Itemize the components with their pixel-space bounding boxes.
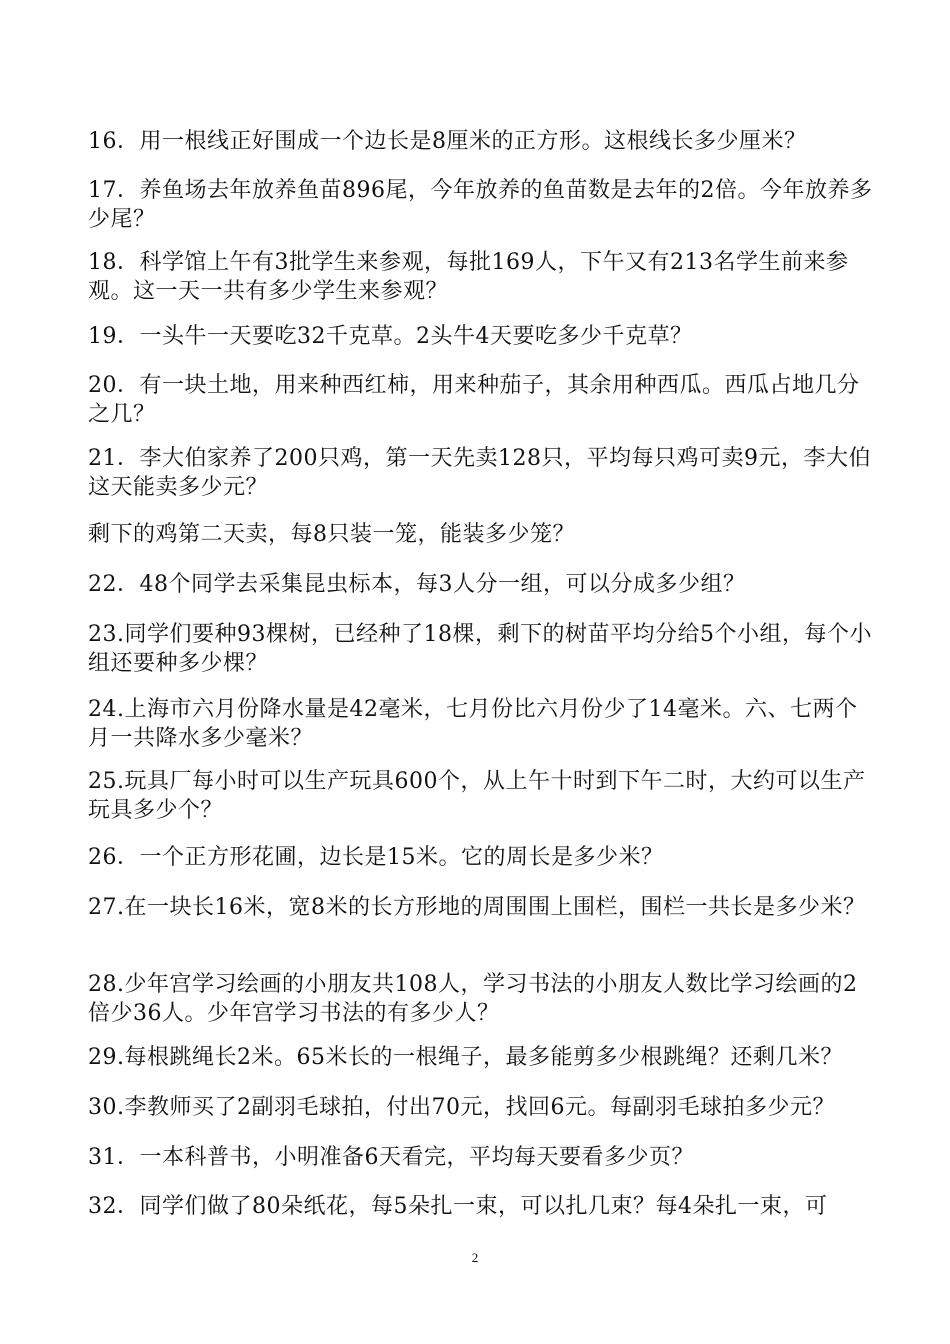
question-19: 19．一头牛一天要吃32千克草。2头牛4天要吃多少千克草？: [88, 324, 693, 349]
question-26: 26．一个正方形花圃，边长是15米。它的周长是多少米？: [88, 845, 664, 870]
question-21-continued: 剩下的鸡第二天卖，每8只装一笼，能装多少笼？: [88, 522, 575, 547]
question-28: 28.少年宫学习绘画的小朋友共108人，学习书法的小朋友人数比学习绘画的2倍少36人。少年宫学习书法的有多少人？: [88, 972, 858, 1026]
question-25: 25.玩具厂每小时可以生产玩具600个，从上午十时到下午二时，大约可以生产玩具多少个？: [88, 769, 866, 823]
question-24: 24.上海市六月份降水量是42毫米，七月份比六月份少了14毫米。六、七两个月一共降水多少毫米？: [88, 697, 858, 751]
question-32: 32．同学们做了80朵纸花，每5朵扎一束，可以扎几束？每4朵扎一束，可: [88, 1194, 828, 1219]
question-20: 20．有一块土地，用来种西红柿，用来种茄子，其余用种西瓜。西瓜占地几分之几？: [88, 373, 860, 427]
question-22: 22．48个同学去采集昆虫标本，每3人分一组，可以分成多少组？: [88, 572, 746, 597]
question-31: 31．一本科普书，小明准备6天看完，平均每天要看多少页？: [88, 1145, 694, 1170]
question-18: 18．科学馆上午有3批学生来参观，每批169人，下午又有213名学生前来参观。这一天一共有多少学生来参观？: [88, 250, 849, 304]
question-30: 30.李教师买了2副羽毛球拍，付出70元，找回6元。每副羽毛球拍多少元？: [88, 1095, 835, 1120]
page-number: 2: [471, 1250, 479, 1265]
question-23: 23.同学们要种93棵树，已经种了18棵，剩下的树苗平均分给5个小组，每个小组还要种多少棵？: [88, 622, 872, 676]
question-21: 21．李大伯家养了200只鸡，第一天先卖128只，平均每只鸡可卖9元，李大伯这天能卖多少元？: [88, 446, 871, 500]
question-29: 29.每根跳绳长2米。65米长的一根绳子，最多能剪多少根跳绳？还剩几米？: [88, 1045, 843, 1070]
question-17: 17．养鱼场去年放养鱼苗896尾，今年放养的鱼苗数是去年的2倍。今年放养多少尾？: [88, 178, 873, 232]
question-16: 16．用一根线正好围成一个边长是8厘米的正方形。这根线长多少厘米？: [88, 129, 807, 154]
question-27: 27.在一块长16米，宽8米的长方形地的周围围上围栏，围栏一共长是多少米？: [88, 895, 866, 920]
